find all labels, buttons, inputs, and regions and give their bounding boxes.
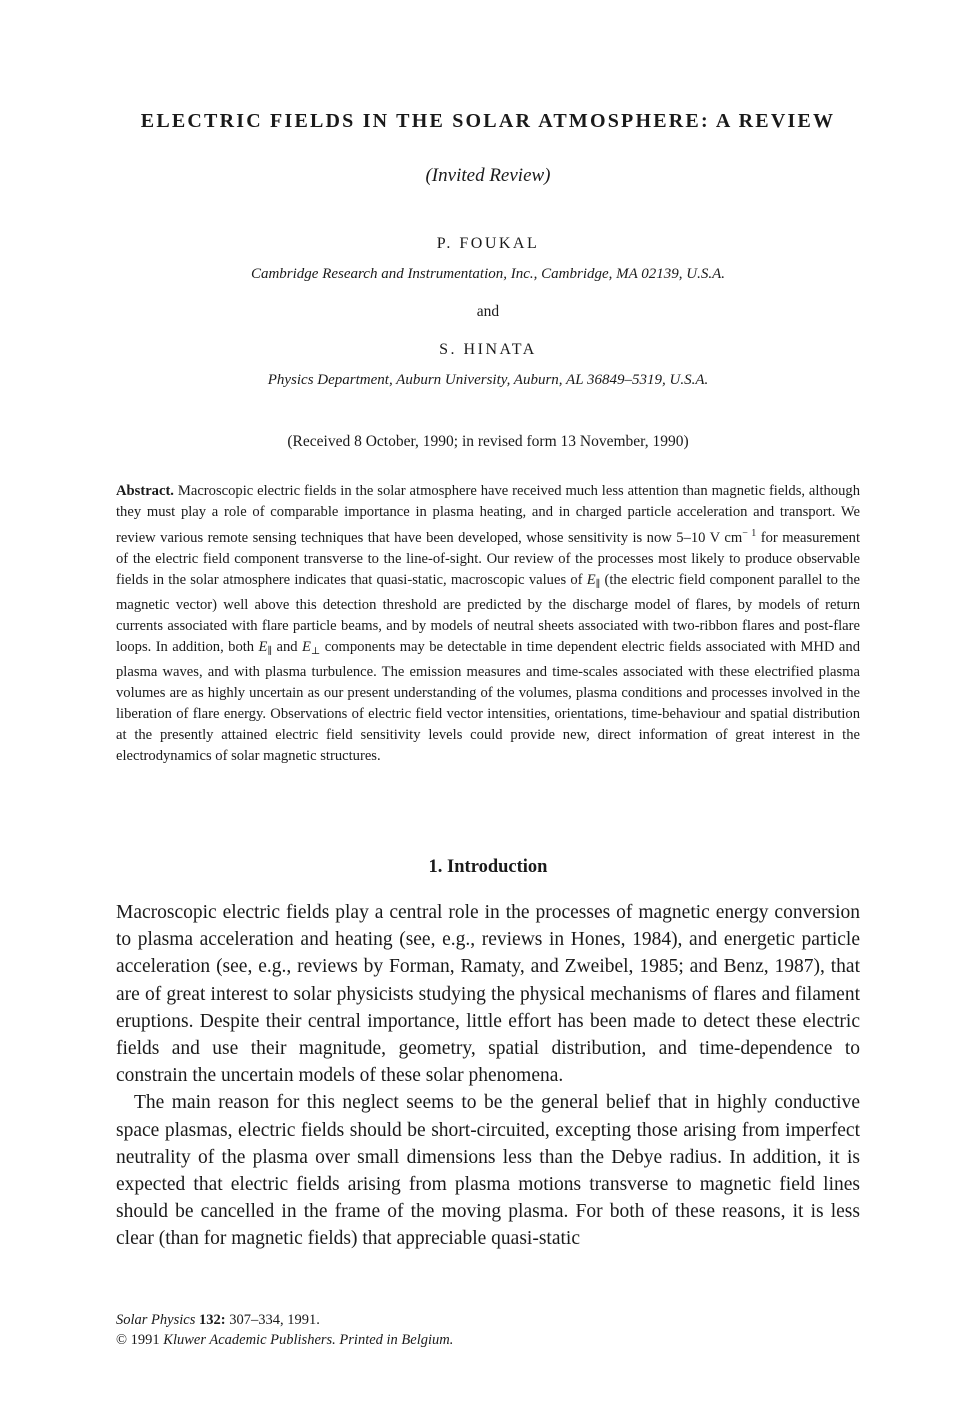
journal-citation: [116, 1310, 453, 1330]
abstract-text: (the electric field component parallel to the magnetic vector) well above this detection threshold are predicted by the discharge model of flares, by models of return currents associated with flare particle beams, and by models of neutral sheets associated with two-ribbon flares and post-flare loops. In addition, both: [116, 571, 861, 655]
abstract-text: components may be detectable in time dependent electric fields associated with MHD and plasma waves, and with plasma turbulence. The emission measures and time-scales associated with these electrified plasma volumes are as highly uncertain as our present understanding of the volumes, plasma conditions and processes involved in the liberation of flare energy. Observations of electric field vector intensities, orientations, time-behaviour and spatial distribution at the presently attained electric field sensitivity levels could provide new, direct information of great interest in the electrodynamics of solar magnetic structures.: [116, 638, 860, 764]
author-name: P. FOUKAL: [436, 235, 540, 252]
author-name: S. HINATA: [439, 341, 537, 358]
abstract-text: Macroscopic electric fields in the solar atmosphere have received much less attention than magnetic fields, although they must play a role of comparable importance in plasma heating, and in charged particle acceleration and transport. We review various remote sensing techniques that have been developed, whose sensitivity is now 5–10 V cm: [116, 483, 860, 546]
copyright-year: © 1991: [116, 1332, 164, 1348]
publisher: Kluwer Academic Publishers. Printed in Belgium.: [163, 1332, 454, 1348]
author-conjunction: and: [476, 303, 500, 320]
journal-volume: 132:: [198, 1312, 226, 1328]
parallel-subscript: ∥: [267, 645, 273, 657]
math-symbol: E: [302, 638, 311, 655]
body-paragraph: The main reason for this neglect seems to be the general belief that in highly conductive space plasmas, electric fields should be short-circuited, excepting those arising from imperfect neutrality of the plasma over small dimensions less than the Debye radius. In addition, it is expected that electric fields arising from plasma motions transverse to magnetic field lines should be cancelled in the frame of the moving plasma. For both of these reasons, it is less clear (than for magnetic fields) that appreciable quasi-static: [116, 1092, 860, 1250]
parallel-subscript: ∥: [595, 578, 601, 590]
abstract-text: for measurement of the electric field component transverse to the line-of-sight. Our review of the processes most likely to produce observable fields in the solar atmosphere indicates that quasi-static, macroscopic values of: [116, 529, 860, 588]
math-symbol: E: [586, 571, 596, 588]
author-affiliation: Physics Department, Auburn University, Auburn, AL 36849–5319, U.S.A.: [267, 372, 709, 388]
journal-pages: 307–334, 1991.: [225, 1312, 320, 1328]
abstract: [116, 481, 860, 767]
paper-subtitle: (Invited Review): [425, 165, 551, 186]
perpendicular-subscript: ⊥: [310, 645, 321, 657]
received-dates: (Received 8 October, 1990; in revised form 13 November, 1990): [287, 433, 689, 450]
abstract-label: Abstract.: [116, 483, 174, 499]
body-paragraph: Macroscopic electric fields play a central role in the processes of magnetic energy conversion to plasma acceleration and heating (see, e.g., reviews in Hones, 1984), and energetic particle acceleration (see, e.g., reviews by Forman, Ramaty, and Zweibel, 1985; and Benz, 1987), that are of great interest to solar physicists studying the physical mechanisms of flares and filament eruptions. Despite their central importance, little effort has been made to detect these electric fields and use their magnitude, geometry, spatial distribution, and time-dependence to constrain the uncertain models of these solar phenomena.: [116, 902, 860, 1087]
author-affiliation: Cambridge Research and Instrumentation, Inc., Cambridge, MA 02139, U.S.A.: [250, 266, 726, 282]
journal-name: Solar Physics: [116, 1312, 196, 1328]
abstract-text: and: [272, 638, 302, 655]
exponent: − 1: [742, 528, 757, 539]
section-body: [116, 899, 860, 1253]
paper-title: ELECTRIC FIELDS IN THE SOLAR ATMOSPHERE: A REVIEW: [140, 110, 836, 132]
copyright-line: [116, 1330, 453, 1350]
section-heading: 1. Introduction: [428, 857, 548, 877]
page-footer: [116, 1310, 453, 1350]
math-symbol: E: [258, 638, 268, 655]
